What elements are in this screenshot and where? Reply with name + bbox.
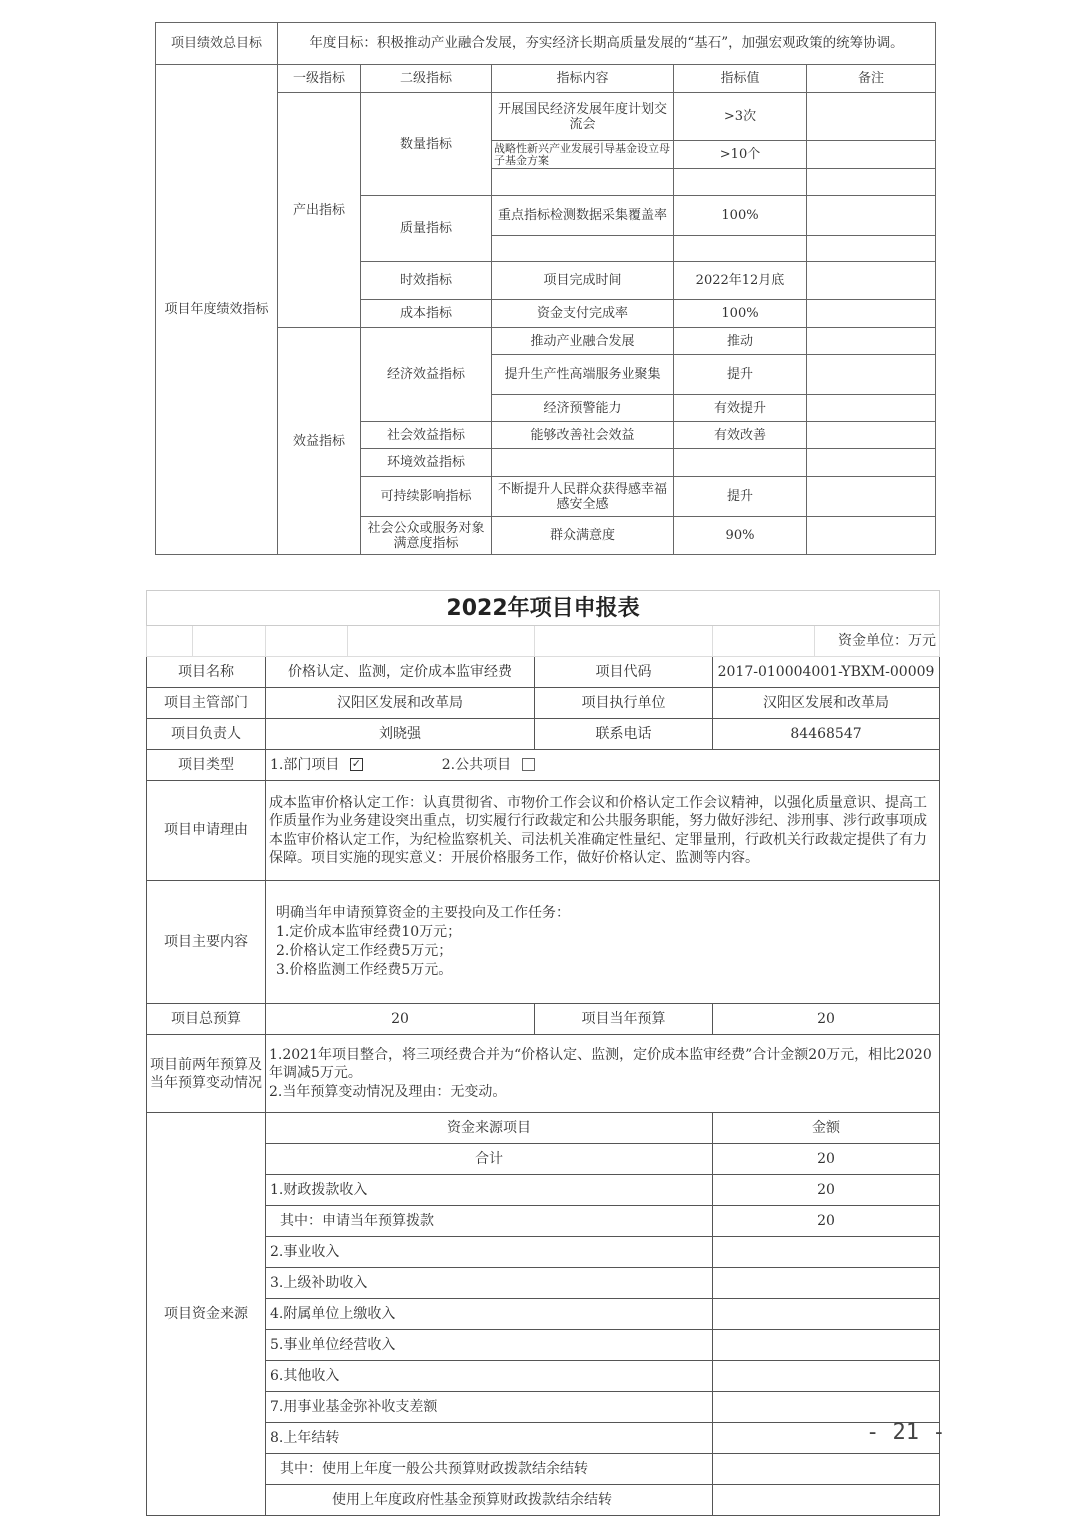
project-type-label: 项目类型 [147,750,266,781]
satisfaction-indicator-label: 社会公众或服务对象满意度指标 [361,517,492,555]
table-row [147,1237,940,1268]
leader-value: 刘晓强 [266,719,535,750]
header-content: 指标内容 [492,65,674,93]
current-budget-value: 20 [713,1004,940,1035]
main-content-line: 明确当年申请预算资金的主要投向及工作任务： [276,905,570,921]
funding-item: 合计 [266,1144,713,1175]
indicator-content: 能够改善社会效益 [492,422,674,449]
funding-item: 7.用事业基金弥补收支差额 [266,1392,713,1423]
indicator-value: 90% [674,517,807,555]
indicator-note [807,422,936,449]
quantity-indicator-label: 数量指标 [361,93,492,196]
project-type-options [266,750,940,781]
dept-label: 项目主管部门 [147,688,266,719]
project-name-value: 价格认定、监测，定价成本监审经费 [266,657,535,688]
project-name-label: 项目名称 [147,657,266,688]
funding-amount [713,1299,940,1330]
indicator-note [807,449,936,477]
funding-item: 3.上级补助收入 [266,1268,713,1299]
table-row [147,1144,940,1175]
economic-indicator-label: 经济效益指标 [361,328,492,422]
indicator-value: 有效提升 [674,395,807,422]
budget-change-line: 2.当年预算变动情况及理由：无变动。 [269,1083,507,1100]
indicator-note [807,395,936,422]
table-row [147,1361,940,1392]
funding-amount: 20 [713,1206,940,1237]
main-content-line: 3.价格监测工作经费5万元。 [276,962,453,978]
project-code-value: 2017-010004001-YBXM-00009 [713,657,940,688]
table-row [147,1485,940,1516]
indicator-value [674,236,807,262]
checkbox-checked-icon[interactable]: ✓ [351,757,361,770]
indicator-value: >10个 [674,141,807,169]
total-budget-label: 项目总预算 [147,1004,266,1035]
indicator-content: 经济预警能力 [492,395,674,422]
table-row [147,1268,940,1299]
project-application-form [146,590,940,1516]
funding-item: 使用上年度政府性基金预算财政拨款结余结转 [266,1485,713,1516]
environment-indicator-label: 环境效益指标 [361,449,492,477]
goal-text: 年度目标：积极推动产业融合发展，夯实经济长期高质量发展的“基石”，加强宏观政策的统筹协调。 [278,23,936,65]
quality-indicator-label: 质量指标 [361,196,492,262]
indicator-content [492,449,674,477]
indicator-note [807,262,936,300]
exec-unit-value: 汉阳区发展和改革局 [713,688,940,719]
indicator-note [807,328,936,355]
social-indicator-label: 社会效益指标 [361,422,492,449]
leader-label: 项目负责人 [147,719,266,750]
funding-item: 1.财政拨款收入 [266,1175,713,1206]
indicator-note [807,196,936,236]
output-indicator-label: 产出指标 [278,93,361,328]
currency-unit: 资金单位：万元 [815,626,940,657]
main-content-line: 1.定价成本监审经费10万元； [276,924,462,940]
indicator-value [674,449,807,477]
funding-item: 4.附属单位上缴收入 [266,1299,713,1330]
funding-amount: 20 [713,1144,940,1175]
indicator-content: 提升生产性高端服务业聚集 [492,355,674,395]
page-number: - 21 - [866,1420,946,1445]
indicator-content: 重点指标检测数据采集覆盖率 [492,196,674,236]
funding-amount [713,1268,940,1299]
indicator-note [807,355,936,395]
funding-amount [713,1330,940,1361]
cost-indicator-label: 成本指标 [361,300,492,328]
sustainable-indicator-label: 可持续影响指标 [361,477,492,517]
funding-amount [713,1361,940,1392]
timeliness-indicator-label: 时效指标 [361,262,492,300]
funding-item: 2.事业收入 [266,1237,713,1268]
indicator-content: 开展国民经济发展年度计划交流会 [492,93,674,141]
indicator-value: 100% [674,196,807,236]
funding-item: 其中：使用上年度一般公共预算财政拨款结余结转 [266,1454,713,1485]
indicator-note [807,477,936,517]
indicator-content: 资金支付完成率 [492,300,674,328]
total-budget-value: 20 [266,1004,535,1035]
funding-amount [713,1392,940,1423]
header-level2: 二级指标 [361,65,492,93]
form-title: 2022年项目申报表 [147,591,940,626]
indicator-note [807,141,936,169]
indicator-content [492,236,674,262]
goal-label: 项目绩效总目标 [156,23,278,65]
annual-indicators-label: 项目年度绩效指标 [156,65,278,555]
indicator-content: 项目完成时间 [492,262,674,300]
indicator-value [674,169,807,196]
performance-indicator-table [155,22,936,555]
indicator-value: 100% [674,300,807,328]
indicator-value: 2022年12月底 [674,262,807,300]
funding-header-amount: 金额 [713,1113,940,1144]
main-content [266,881,940,1004]
indicator-note [807,169,936,196]
funding-amount [713,1485,940,1516]
header-note: 备注 [807,65,936,93]
reason-label: 项目申请理由 [147,781,266,881]
funding-amount [713,1237,940,1268]
table-row [147,1175,940,1206]
project-code-label: 项目代码 [535,657,713,688]
table-row [147,1392,940,1423]
budget-change-text [266,1035,940,1113]
table-row [147,1299,940,1330]
indicator-content: 战略性新兴产业发展引导基金设立母子基金方案 [492,141,674,169]
indicator-note [807,517,936,555]
funding-item: 6.其他收入 [266,1361,713,1392]
indicator-value: >3次 [674,93,807,141]
checkbox-empty-icon[interactable] [522,758,535,771]
current-budget-label: 项目当年预算 [535,1004,713,1035]
main-content-line: 2.价格认定工作经费5万元； [276,943,453,959]
benefit-indicator-label: 效益指标 [278,328,361,555]
funding-item: 其中：申请当年预算拨款 [266,1206,713,1237]
reason-text: 成本监审价格认定工作：认真贯彻省、市物价工作会议和价格认定工作会议精神，以强化质量意识、提高工作质量作为业务建设突出重点，切实履行行政裁定和公共服务职能，努力做好涉纪、涉刑事、涉行政事项成本监审价格认定工作，为纪检监察机关、司法机关准确定性量纪、定罪量刑，行政机关行政裁定提供了有力保障。项目实施的现实意义：开展价格服务工作，做好价格认定、监测等内容。 [266,781,940,881]
indicator-content: 群众满意度 [492,517,674,555]
header-value: 指标值 [674,65,807,93]
header-level1: 一级指标 [278,65,361,93]
funding-amount [713,1454,940,1485]
phone-label: 联系电话 [535,719,713,750]
indicator-value: 有效改善 [674,422,807,449]
table-row [147,1206,940,1237]
table-row [147,1330,940,1361]
funding-header-item: 资金来源项目 [266,1113,713,1144]
funding-amount: 20 [713,1175,940,1206]
table-row [147,1423,940,1454]
funding-item: 8.上年结转 [266,1423,713,1454]
funding-source-label: 项目资金来源 [147,1113,266,1516]
type-option-public: 2.公共项目 [441,756,512,773]
main-content-label: 项目主要内容 [147,881,266,1004]
indicator-note [807,236,936,262]
table-row [147,1454,940,1485]
indicator-note [807,300,936,328]
indicator-value: 推动 [674,328,807,355]
budget-change-line: 1.2021年项目整合，将三项经费合并为“价格认定、监测，定价成本监审经费”合计金额20万元，相比2020年调减5万元。 [269,1046,932,1082]
indicator-content [492,169,674,196]
dept-value: 汉阳区发展和改革局 [266,688,535,719]
phone-value: 84468547 [713,719,940,750]
indicator-content: 不断提升人民群众获得感幸福感安全感 [492,477,674,517]
indicator-value: 提升 [674,355,807,395]
indicator-content: 推动产业融合发展 [492,328,674,355]
budget-change-label: 项目前两年预算及当年预算变动情况 [147,1035,266,1113]
funding-item: 5.事业单位经营收入 [266,1330,713,1361]
indicator-note [807,93,936,141]
indicator-value: 提升 [674,477,807,517]
type-option-department: 1.部门项目 [270,756,340,773]
exec-unit-label: 项目执行单位 [535,688,713,719]
